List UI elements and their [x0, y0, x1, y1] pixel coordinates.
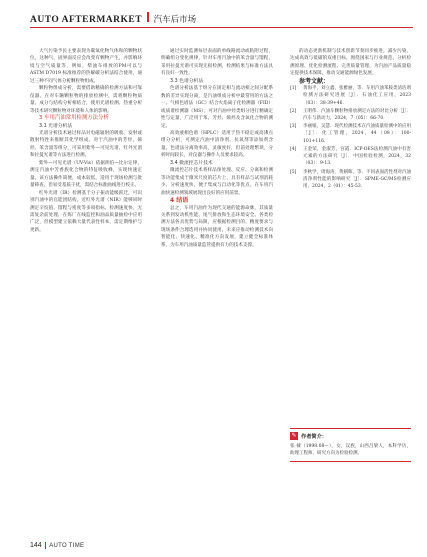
text-column-2	[161, 48, 273, 249]
author-bio-header	[290, 432, 411, 440]
paragraph: 光谱分析技术通过样品对电磁辐射的吸收、发射或散射特性来推断其化学组成。对于汽油中的芳烃、烯烃、苯含量等组分，可采用紫外—可见光谱、红外光谱和拉曼光谱等方法进行检测。	[30, 130, 142, 159]
page-footer	[30, 542, 84, 549]
reference-number: [2]	[290, 108, 297, 114]
paragraph: 的动态更新机制与技术创新节奏同步推进，减少污染，达成高效与低碳的双重目标。围绕国家与行业规范，分析检测原理、优化检测流程、完善质量管理，为汽油产品质量稳定提供技术保障，推动交通能源绿色发展。	[290, 49, 411, 77]
paragraph: 微流控芯片技术将样品预处理、反应、分离和检测等功能集成于微米尺度的芯片上，具有样品与试剂消耗少、分析速度快、便于集成与自动化等优点，在车用汽油快速检测领域展现出良好的应用前景。	[161, 168, 273, 196]
text-column-3	[290, 48, 411, 191]
reference-item	[290, 169, 411, 191]
header-divider	[147, 12, 149, 22]
header-title-en: AUTO AFTERMARKET	[30, 15, 143, 25]
reference-text: 黄海平，刘立鑫，张雅丽，等．车用汽油苯胺类清洁剂检测方法研究进展［J］．石油化工应用，2023（03）：38-39+46．	[303, 86, 411, 106]
author-bio-title: 作者简介：	[301, 433, 327, 440]
paragraph: 紫外—可见光谱（UV-Vis）依据朗伯—比尔定律，测定汽油中芳香族化合物的特征吸收峰，实现快速定量。该方法操作简便，成本较低，适用于现场检测与批量筛查，但易受基质干扰，需结合标准曲线进行校正。	[30, 160, 142, 189]
paragraph: 颗粒物组成分析，需要借助精确的检测方法和可靠仪器。在对车辆颗粒物的排放检测中，需将颗粒物质量、成分与结构分析相结合，使用光谱检测、热重分析等技术研究颗粒物对环境和人体的影响。	[30, 86, 142, 114]
reference-number: [3]	[290, 124, 297, 130]
pencil-icon: ✎	[291, 432, 297, 439]
text-column-1	[30, 48, 142, 234]
paragraph: 色谱分析法基于组分在固定相与流动相之间分配系数的差异实现分离，是汽油组成分析中最常用的方法之一。气相色谱法（GC）结合火焰离子化检测器（FID）或质谱检测器（MS），可对汽油中烃类组分进行精确定性与定量，广泛用于苯、芳烃、烯烃及含氧化合物的测定。	[161, 86, 273, 129]
paragraph: 总之，车用汽油作为现代交通的能源命脉，其质量关系到发动机性能、尾气排放和生态环境安全。各类检测方法各具优势与局限，应根据检测目的、精度要求与现场条件合理选用并协同使用。未来应推动检测技术向智能化、快速化、精准化方向发展，建立健全标准体系，为车用汽油质量监管提供有力的技术支撑。	[161, 205, 273, 248]
author-bio-text: 张 棣（1998.08—），女，汉族，山西吕梁人，本科学历，助理工程师，研究方向为检验检测。	[290, 444, 411, 456]
references-heading: 参考文献：	[299, 77, 330, 85]
page-number: 144	[30, 542, 42, 549]
reference-number: [1]	[290, 86, 297, 92]
reference-number: [5]	[290, 169, 297, 175]
paragraph: 大气污染予民主要表现为碳氧化物气体和的颗物状位。这种气、固界面反应会改变有颗物产生，并影响环境与空气质量等，例如，柴油车排放的PM可以与ASTM D7019 标准推荐的热解碳分析法结合使用，通过三种不同气体分析颗粒物组成。	[30, 49, 142, 84]
reference-text: 王明伟．汽油车颗粒物排放测定方法的对比分析［J］．汽车与新动力，2024，7（05）：66-70．	[303, 108, 411, 122]
reference-text: 李秋学，周海涛，黄朝晖，等．不同表面活性剂对汽油清净剂性能的影响研究［J］．SPME-GC/MS检测应用，2024，2（01）：45-53．	[303, 169, 411, 189]
paragraph: 红外光谱（IR）检测基于分子振动能级跃迁，可识别汽油中的官能团结构。近红外光谱（NIR）能够同时测定辛烷值、馏程与密度等多项指标，检测速度快，无需复杂前处理，在炼厂在线监控和油品质量抽检中应用广泛，但模型建立依赖大量代表性样本，需定期维护与更新。	[30, 190, 142, 233]
paragraph: 通过实时监测每层表面的单线路流动或粘附过程，明确组分变化规律，针对车用汽油中的苯含量与馏程，采用拉曼光谱可实现无损检测，检测结果与标准方法具有良好一致性。	[161, 49, 273, 77]
reference-item	[290, 123, 411, 145]
journal-name: AUTO TIME	[49, 542, 85, 549]
conclusion-heading: 4 结语	[170, 197, 189, 205]
paragraph: 高效液相色谱（HPLC）适用于热不稳定或高沸点组分分析，可测定汽油中清净剂、抗氧剂等添加剂含量。色谱法分离效率高，灵敏度好，但前处理繁琐，分析时间较长，对仪器与操作人员要求较高。	[161, 130, 273, 159]
reference-text: 李丽娟，吴慧．现代检测技术在汽油质量检测中的应用［J］．化工管理，2024，44（08）：100-101+116．	[303, 124, 411, 144]
header-rule	[30, 27, 413, 28]
footer-divider	[45, 542, 47, 549]
reference-item	[290, 85, 411, 107]
reference-item	[290, 146, 411, 168]
page-header	[30, 12, 196, 25]
subsection-heading: 3.4 微流控芯片技术	[170, 160, 213, 166]
subsection-heading: 3.3 色谱分析法	[170, 78, 204, 84]
section-heading: 3 车用汽油常用检测方法分析	[39, 115, 109, 122]
subsection-heading: 3.1 光谱分析法	[39, 123, 73, 129]
author-bio	[290, 428, 411, 462]
reference-text: 王金荣，金淑芳，宫霞．ICP-OES法检测汽油中有害元素的方法研究［J］．中国检验检测，2024，32（03）：9-13．	[303, 146, 411, 167]
reference-list	[290, 85, 411, 190]
reference-item	[290, 108, 411, 122]
header-title-cn: 汽车后市场	[153, 15, 197, 25]
reference-number: [4]	[290, 146, 297, 152]
